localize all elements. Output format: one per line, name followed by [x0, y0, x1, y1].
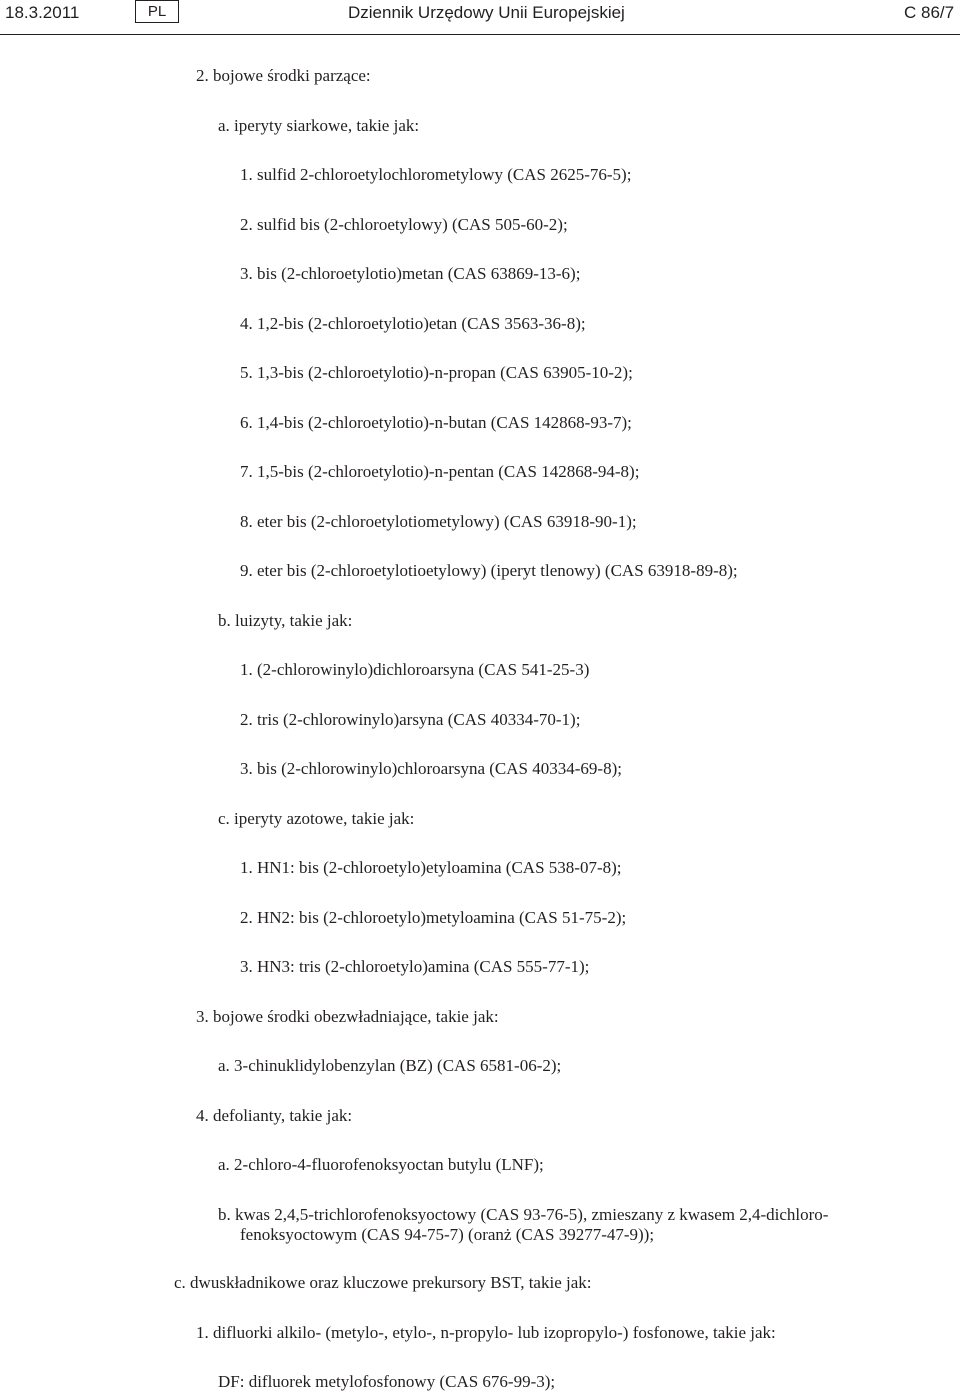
list-item: 4. defolianty, takie jak: — [196, 1106, 353, 1125]
list-item: c. dwuskładnikowe oraz kluczowe prekursory BST, takie jak: — [174, 1273, 592, 1292]
list-item: 5. 1,3-bis (2-chloroetylotio)-n-propan (CAS 63905-10-2); — [240, 363, 633, 382]
list-item: 3. bis (2-chlorowinylo)chloroarsyna (CAS 40334-69-8); — [240, 759, 622, 778]
list-item: 2. bojowe środki parzące: — [196, 66, 371, 85]
list-item: a. 2-chloro-4-fluorofenoksyoctan butylu (LNF); — [218, 1155, 544, 1174]
page-reference: C 86/7 — [904, 3, 955, 22]
list-item: c. iperyty azotowe, takie jak: — [218, 809, 415, 828]
list-item: 3. bojowe środki obezwładniające, takie jak: — [196, 1007, 499, 1026]
list-item: 2. sulfid bis (2-chloroetylowy) (CAS 505-60-2); — [240, 215, 568, 234]
list-item: 2. tris (2-chlorowinylo)arsyna (CAS 40334-70-1); — [240, 710, 581, 729]
list-item: 1. HN1: bis (2-chloroetylo)etyloamina (CAS 538-07-8); — [240, 858, 622, 877]
list-item: 2. HN2: bis (2-chloroetylo)metyloamina (CAS 51-75-2); — [240, 908, 627, 927]
language-badge: PL — [135, 0, 179, 23]
list-item: a. iperyty siarkowe, takie jak: — [218, 116, 420, 135]
list-item: 3. bis (2-chloroetylotio)metan (CAS 63869-13-6); — [240, 264, 581, 283]
list-item: 1. difluorki alkilo- (metylo-, etylo-, n-propylo- lub izopropylo-) fosfonowe, takie jak: — [196, 1323, 776, 1342]
list-item: 7. 1,5-bis (2-chloroetylotio)-n-pentan (CAS 142868-94-8); — [240, 462, 640, 481]
list-item: b. luizyty, takie jak: — [218, 611, 353, 630]
list-item: 1. (2-chlorowinylo)dichloroarsyna (CAS 541-25-3) — [240, 660, 590, 679]
list-item: 8. eter bis (2-chloroetylotiometylowy) (CAS 63918-90-1); — [240, 512, 637, 531]
list-item: a. 3-chinuklidylobenzylan (BZ) (CAS 6581-06-2); — [218, 1056, 562, 1075]
list-item-continuation: fenoksyoctowym (CAS 94-75-7) (oranż (CAS 39277-47-9)); — [240, 1225, 655, 1244]
list-item: 3. HN3: tris (2-chloroetylo)amina (CAS 555-77-1); — [240, 957, 590, 976]
header-date: 18.3.2011 — [5, 3, 80, 22]
list-item: 9. eter bis (2-chloroetylotioetylowy) (iperyt tlenowy) (CAS 63918-89-8); — [240, 561, 738, 580]
list-item: 6. 1,4-bis (2-chloroetylotio)-n-butan (CAS 142868-93-7); — [240, 413, 632, 432]
list-item: 4. 1,2-bis (2-chloroetylotio)etan (CAS 3563-36-8); — [240, 314, 586, 333]
list-item: 1. sulfid 2-chloroetylochlorometylowy (CAS 2625-76-5); — [240, 165, 632, 184]
list-item: DF: difluorek metylofosfonowy (CAS 676-99-3); — [218, 1372, 556, 1391]
journal-title: Dziennik Urzędowy Unii Europejskiej — [348, 3, 625, 22]
page-header — [0, 0, 960, 32]
header-divider — [0, 34, 960, 35]
list-item: b. kwas 2,4,5-trichlorofenoksyoctowy (CAS 93-76-5), zmieszany z kwasem 2,4-dichloro- — [218, 1205, 829, 1224]
